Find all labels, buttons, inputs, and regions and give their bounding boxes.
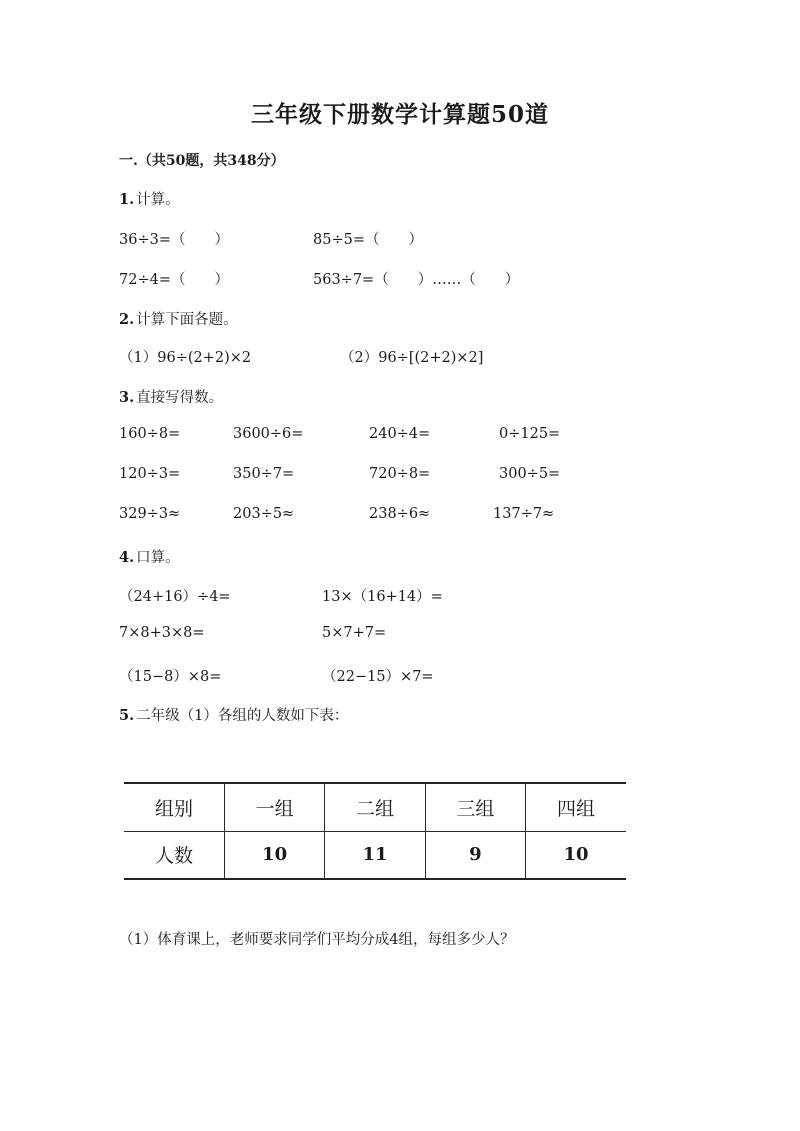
q3-item: 238÷6≈ bbox=[369, 506, 431, 522]
q3-item: 3600÷6= bbox=[233, 426, 304, 442]
q2-item: （1）96÷(2+2)×2 bbox=[119, 350, 252, 366]
table-cell: 9 bbox=[425, 831, 525, 879]
q1-item: 36÷3=（ ） bbox=[119, 232, 229, 248]
question-5-heading bbox=[119, 704, 348, 725]
q1-item: 563÷7=（ ）……（ ） bbox=[313, 272, 520, 288]
table-cell: 一组 bbox=[224, 783, 324, 831]
question-number: 3. bbox=[119, 389, 135, 406]
table-cell: 10 bbox=[526, 831, 626, 879]
section-heading: 一.（共50题，共348分） bbox=[119, 153, 285, 169]
table-cell: 11 bbox=[325, 831, 425, 879]
question-number: 4. bbox=[119, 549, 135, 566]
group-count-table bbox=[124, 782, 626, 880]
table-cell: 人数 bbox=[124, 831, 224, 879]
table-row bbox=[124, 831, 626, 879]
question-text: 计算。 bbox=[136, 192, 180, 208]
table-cell: 二组 bbox=[325, 783, 425, 831]
question-text: 计算下面各题。 bbox=[136, 312, 238, 328]
q3-item: 137÷7≈ bbox=[493, 506, 555, 522]
q4-item: 7×8+3×8= bbox=[119, 625, 205, 641]
q3-item: 300÷5= bbox=[499, 466, 561, 482]
q1-item: 72÷4=（ ） bbox=[119, 272, 229, 288]
q3-item: 160÷8= bbox=[119, 426, 181, 442]
q3-item: 720÷8= bbox=[369, 466, 431, 482]
q3-item: 350÷7= bbox=[233, 466, 295, 482]
question-number: 1. bbox=[119, 191, 135, 208]
q3-item: 120÷3= bbox=[119, 466, 181, 482]
question-text: 直接写得数。 bbox=[136, 390, 224, 406]
q4-item: （24+16）÷4= bbox=[119, 589, 231, 605]
table-cell: 三组 bbox=[425, 783, 525, 831]
question-number: 2. bbox=[119, 311, 135, 328]
q4-item: 13×（16+14）= bbox=[322, 589, 443, 605]
q4-item: （15−8）×8= bbox=[119, 669, 222, 685]
table-cell: 四组 bbox=[526, 783, 626, 831]
question-text: 二年级（1）各组的人数如下表： bbox=[136, 708, 349, 724]
question-number: 5. bbox=[119, 707, 135, 724]
question-4-heading bbox=[119, 546, 180, 567]
q5-subquestion-1: （1）体育课上，老师要求同学们平均分成4组，每组多少人？ bbox=[119, 932, 515, 948]
q3-item: 329÷3≈ bbox=[119, 506, 181, 522]
question-text: 口算。 bbox=[136, 550, 180, 566]
q2-item: （2）96÷[(2+2)×2] bbox=[340, 350, 484, 366]
table-cell: 组别 bbox=[124, 783, 224, 831]
q1-item: 85÷5=（ ） bbox=[313, 232, 423, 248]
page-title: 三年级下册数学计算题50道 bbox=[250, 101, 549, 128]
q3-item: 240÷4= bbox=[369, 426, 431, 442]
q3-item: 0÷125= bbox=[499, 426, 561, 442]
q4-item: 5×7+7= bbox=[322, 625, 387, 641]
table-cell: 10 bbox=[224, 831, 324, 879]
question-3-heading bbox=[119, 386, 223, 407]
q3-item: 203÷5≈ bbox=[233, 506, 295, 522]
question-1-heading bbox=[119, 188, 180, 209]
question-2-heading bbox=[119, 308, 238, 329]
table-header-row bbox=[124, 783, 626, 831]
q4-item: （22−15）×7= bbox=[322, 669, 434, 685]
